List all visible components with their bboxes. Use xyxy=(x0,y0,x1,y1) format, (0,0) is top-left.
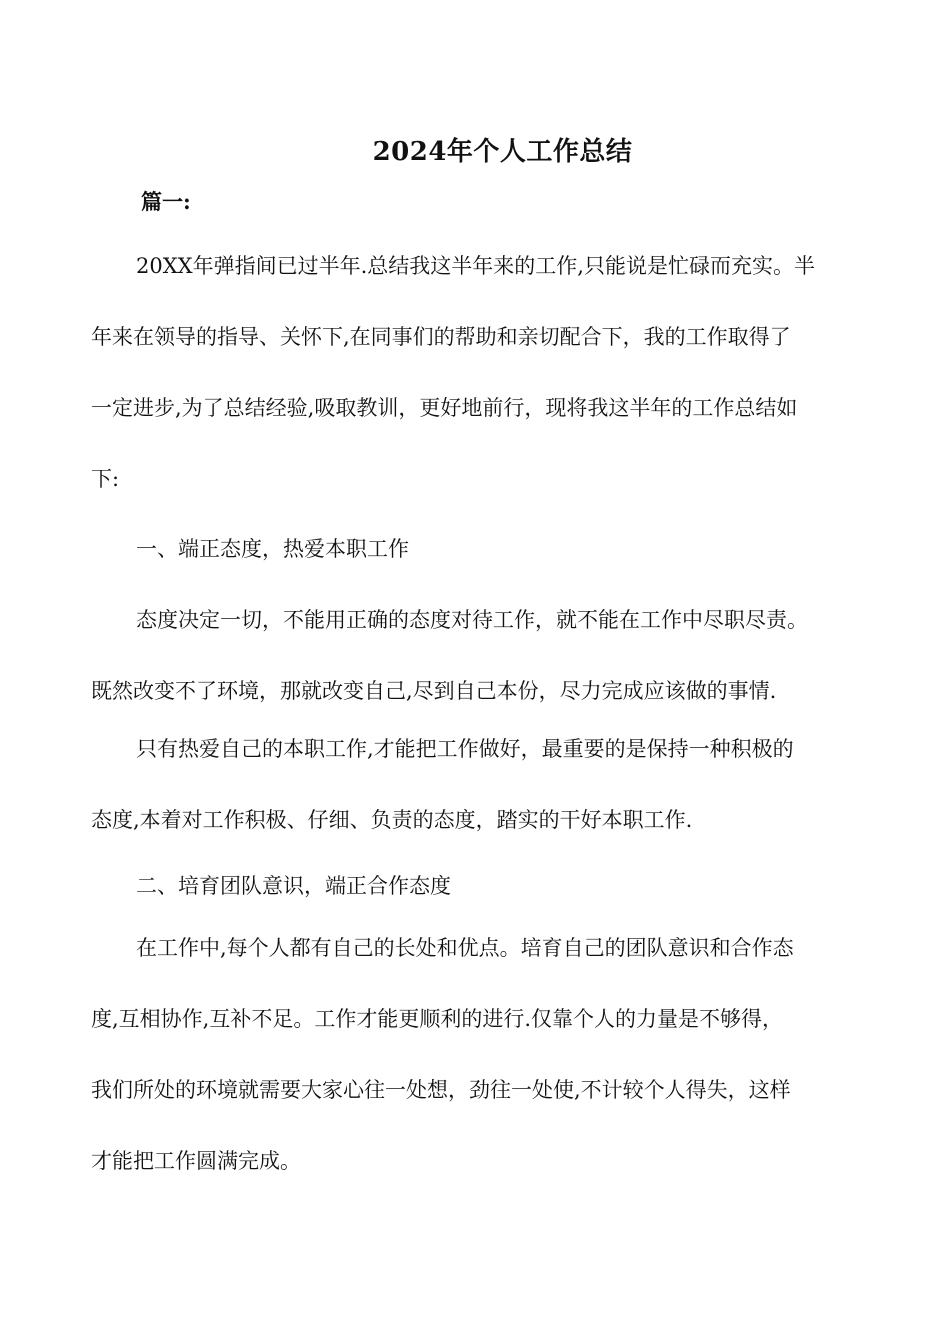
section-label: 篇一: xyxy=(141,189,191,214)
paragraph-line: 既然改变不了环境，那就改变自己,尽到自己本份，尽力完成应该做的事情. xyxy=(91,679,777,703)
paragraph-line: 年来在领导的指导、关怀下,在同事们的帮助和亲切配合下，我的工作取得了 xyxy=(91,325,791,349)
heading-attitude: 一、端正态度，热爱本职工作 xyxy=(136,537,409,561)
paragraph-line: 态度,本着对工作积极、仔细、负责的态度，踏实的干好本职工作. xyxy=(91,808,693,832)
paragraph-line: 才能把工作圆满完成。 xyxy=(91,1149,301,1173)
paragraph-line: 一定进步,为了总结经验,吸取教训，更好地前行，现将我这半年的工作总结如 xyxy=(91,396,798,420)
paragraph-love-work xyxy=(91,714,861,856)
paragraph-line: 态度决定一切，不能用正确的态度对待工作，就不能在工作中尽职尽责。 xyxy=(136,608,808,632)
heading-teamwork: 二、培育团队意识，端正合作态度 xyxy=(136,874,451,898)
document-title: 2024年个人工作总结 xyxy=(372,137,633,167)
paragraph-line: 我们所处的环境就需要大家心往一处想，劲往一处使,不计较个人得失，这样 xyxy=(91,1078,791,1102)
paragraph-line: 度,互相协作,互补不足。工作才能更顺利的进行.仅靠个人的力量是不够得， xyxy=(91,1007,784,1031)
paragraph-line: 下: xyxy=(91,467,120,491)
paragraph-line: 在工作中,每个人都有自己的长处和优点。培育自己的团队意识和合作态 xyxy=(136,936,794,960)
paragraph-line: 只有热爱自己的本职工作,才能把工作做好，最重要的是保持一种积极的 xyxy=(136,737,794,761)
paragraph-intro xyxy=(91,231,861,515)
paragraph-attitude xyxy=(91,585,861,727)
paragraph-teamwork xyxy=(91,913,861,1197)
paragraph-line: 20XX年弹指间已过半年.总结我这半年来的工作,只能说是忙碌而充实。半 xyxy=(136,254,815,278)
